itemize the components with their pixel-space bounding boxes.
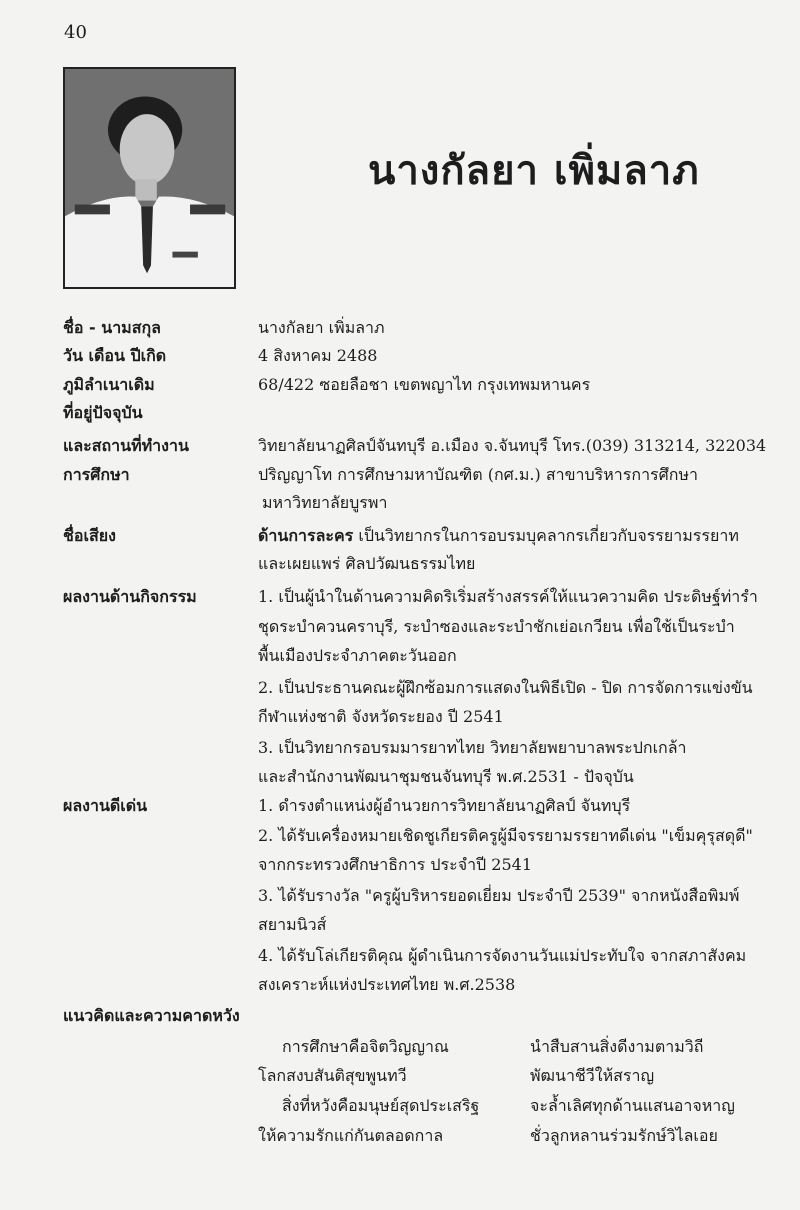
activity-line: ชุดระบำควนคราบุรี, ระบำซองและระบำชักเย่อเกวียน เพื่อใช้เป็นระบำ xyxy=(258,617,735,636)
poem-verse: การศึกษาคือจิตวิญญาณ xyxy=(282,1037,449,1056)
achievement-line: 4. ได้รับโล่เกียรติคุณ ผู้ดำเนินการจัดงานวันแม่ประทับใจ จากสภาสังคม xyxy=(258,946,747,965)
achievement-line: สยามนิวส์ xyxy=(258,915,327,934)
achievement-line: สงเคราะห์แห่งประเทศไทย พ.ศ.2538 xyxy=(258,975,516,994)
achievement-line: 1. ดำรงตำแหน่งผู้อำนวยการวิทยาลัยนาฏศิลป์ จันทบุรี xyxy=(258,796,631,815)
achievement-line: จากกระทรวงศึกษาธิการ ประจำปี 2541 xyxy=(258,855,533,874)
poem-verse: ชั่วลูกหลานร่วมรักษ์วิไลเอย xyxy=(530,1126,718,1145)
activity-line: และสำนักงานพัฒนาชุมชนจันทบุรี พ.ศ.2531 - ปัจจุบัน xyxy=(258,767,634,786)
activity-line: 1. เป็นผู้นำในด้านความคิดริเริ่มสร้างสรรค์ให้แนวความคิด ประดิษฐ์ท่ารำ xyxy=(258,587,758,606)
fame-text: เป็นวิทยากรในการอบรมบุคลากรเกี่ยวกับจรรยามรรยาท xyxy=(353,526,739,545)
fame-bold: ด้านการละคร xyxy=(258,526,354,545)
education-label: การศึกษา xyxy=(63,465,130,484)
achievement-line: 3. ได้รับรางวัล "ครูผู้บริหารยอดเยี่ยม ประจำปี 2539" จากหนังสือพิมพ์ xyxy=(258,886,740,905)
workplace-label: และสถานที่ทำงาน xyxy=(63,436,189,455)
portrait-photo xyxy=(63,67,236,289)
address-label: ที่อยู่ปัจจุบัน xyxy=(63,403,143,422)
activity-line: พื้นเมืองประจำภาคตะวันออก xyxy=(258,646,457,665)
fame-label: ชื่อเสียง xyxy=(63,526,116,545)
poem-verse: นำสืบสานสิ่งดีงามตามวิถี xyxy=(530,1037,704,1056)
poem-verse: สิ่งที่หวังคือมนุษย์สุดประเสริฐ xyxy=(282,1096,480,1115)
poem-verse: ให้ความรักแก่กันตลอดกาล xyxy=(258,1126,444,1145)
page-number: 40 xyxy=(64,22,87,43)
vision-label: แนวคิดและความคาดหวัง xyxy=(63,1006,240,1025)
activity-line: กีฬาแห่งชาติ จังหวัดระยอง ปี 2541 xyxy=(258,707,504,726)
education-line-1: ปริญญาโท การศึกษามหาบัณฑิต (กศ.ม.) สาขาบริหารการศึกษา xyxy=(258,465,699,484)
birth-value: 4 สิงหาคม 2488 xyxy=(258,346,378,365)
workplace-value: วิทยาลัยนาฏศิลป์จันทบุรี อ.เมือง จ.จันทบุรี โทร.(039) 313214, 322034 xyxy=(258,436,767,455)
fame-line-2: และเผยแพร่ ศิลปวัฒนธรรมไทย xyxy=(258,554,476,573)
name-label: ชื่อ - นามสกุล xyxy=(63,318,161,337)
poem-verse: พัฒนาชีวีให้สราญ xyxy=(530,1066,655,1085)
poem-verse: โลกสงบสันติสุขพูนทวี xyxy=(258,1066,407,1085)
activity-line: 3. เป็นวิทยากรอบรมมารยาทไทย วิทยาลัยพยาบาลพระปกเกล้า xyxy=(258,738,687,757)
fame-line-1 xyxy=(258,524,739,549)
person-name-title: นางกัลยา เพิ่มลาภ xyxy=(368,147,700,194)
activity-line: 2. เป็นประธานคณะผู้ฝึกซ้อมการแสดงในพิธีเปิด - ปิด การจัดการแข่งขัน xyxy=(258,678,753,697)
activities-label: ผลงานด้านกิจกรรม xyxy=(63,587,197,606)
birth-label: วัน เดือน ปีเกิด xyxy=(63,346,167,365)
name-value: นางกัลยา เพิ่มลาภ xyxy=(258,318,385,337)
education-line-2: มหาวิทยาลัยบูรพา xyxy=(262,493,388,512)
hometown-label: ภูมิลำเนาเดิม xyxy=(63,375,155,394)
achievements-label: ผลงานดีเด่น xyxy=(63,796,148,815)
achievement-line: 2. ได้รับเครื่องหมายเชิดชูเกียรติครูผู้มีจรรยามรรยาทดีเด่น "เข็มคุรุสดุดี" xyxy=(258,826,753,845)
hometown-value: 68/422 ซอยลือชา เขตพญาไท กรุงเทพมหานคร xyxy=(258,375,591,394)
poem-verse: จะล้ำเลิศทุกด้านแสนอาจหาญ xyxy=(530,1096,735,1115)
